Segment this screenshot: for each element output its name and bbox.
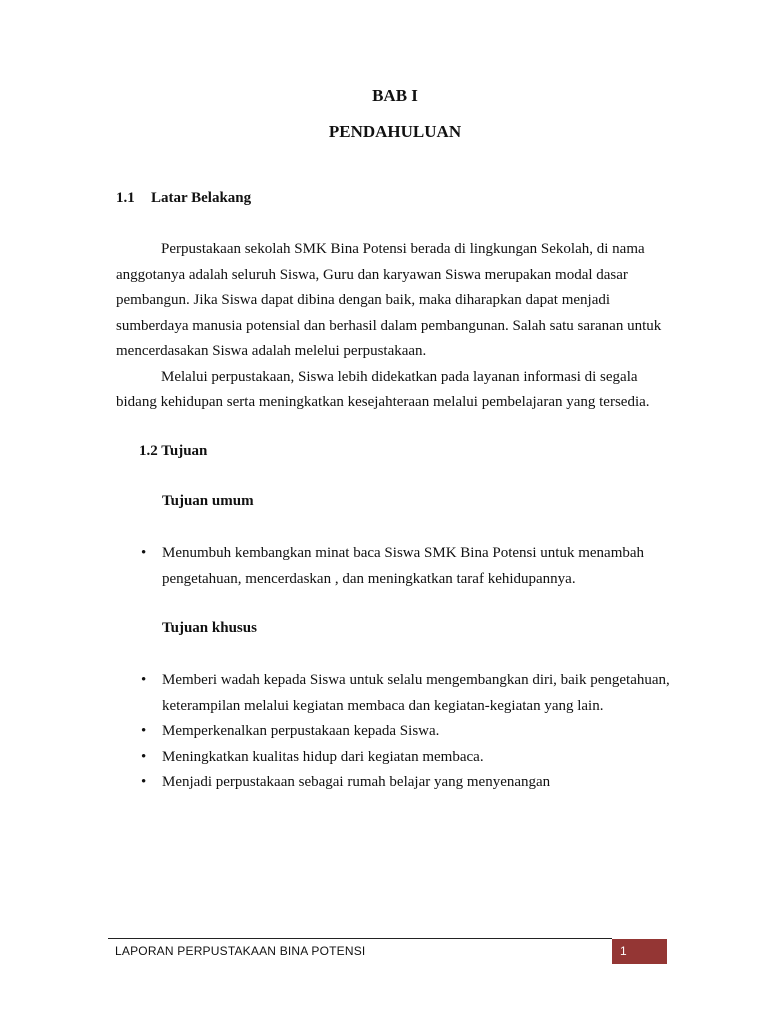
paragraph: Perpustakaan sekolah SMK Bina Potensi berada di lingkungan Sekolah, di nama anggotanya adalah seluruh Siswa, Guru dan karyawan Siswa merupakan modal dasar pembangun. Jika Siswa dapat dibina dengan baik, maka diharapkan dapat menjadi sumberdaya manusia potensial dan berhasil dalam pembangunan. Salah satu saranan untuk mencerdasakan Siswa adalah melelui perpustakaan. [116, 241, 662, 359]
list-item [139, 668, 679, 719]
list-item [139, 719, 679, 745]
bullet-icon: • [141, 545, 147, 561]
bullet-icon: • [141, 672, 147, 688]
paragraph: Melalui perpustakaan, Siswa lebih didekatkan pada layanan informasi di segala bidang kehidupan serta meningkatkan kesejahteraan melalui pembelajaran yang tersedia. [116, 368, 650, 410]
page-number: 1 [620, 944, 627, 958]
list-item-text: Memberi wadah kepada Siswa untuk selalu mengembangkan diri, baik pengetahuan, keterampilan melalui kegiatan membaca dan kegiatan-kegiatan yang lain. [162, 672, 670, 714]
page-number-badge [612, 939, 667, 964]
list-item-text: Menumbuh kembangkan minat baca Siswa SMK Bina Potensi untuk menambah pengetahuan, mencerdaskan , dan meningkatkan taraf kehidupannya. [162, 545, 645, 587]
list-item-text: Menjadi perpustakaan sebagai rumah belajar yang menyenangan [162, 774, 551, 790]
list-item [139, 745, 679, 771]
latar-belakang-body [116, 237, 672, 416]
section-number: 1.1 [116, 190, 135, 206]
bullet-icon: • [141, 748, 147, 765]
section-heading-tujuan: 1.2 Tujuan [139, 443, 208, 459]
footer-divider [108, 938, 612, 939]
chapter-title: PENDAHULUAN [328, 122, 462, 141]
bullet-icon: • [141, 774, 147, 790]
tujuan-khusus-list [139, 668, 679, 796]
list-item-text: Meningkatkan kualitas hidup dari kegiatan membaca. [162, 748, 484, 765]
list-item [139, 541, 679, 592]
chapter-number: BAB I [372, 86, 418, 105]
heading-tujuan-umum: Tujuan umum [162, 493, 254, 509]
footer-title: LAPORAN PERPUSTAKAAN BINA POTENSI [115, 944, 366, 958]
section-heading-latar-belakang [116, 190, 251, 207]
list-item [139, 770, 679, 796]
tujuan-umum-list [139, 541, 679, 592]
heading-tujuan-khusus: Tujuan khusus [162, 620, 257, 636]
section-title: Latar Belakang [151, 190, 252, 206]
list-item-text: Memperkenalkan perpustakaan kepada Siswa. [162, 723, 440, 739]
bullet-icon: • [141, 723, 147, 739]
